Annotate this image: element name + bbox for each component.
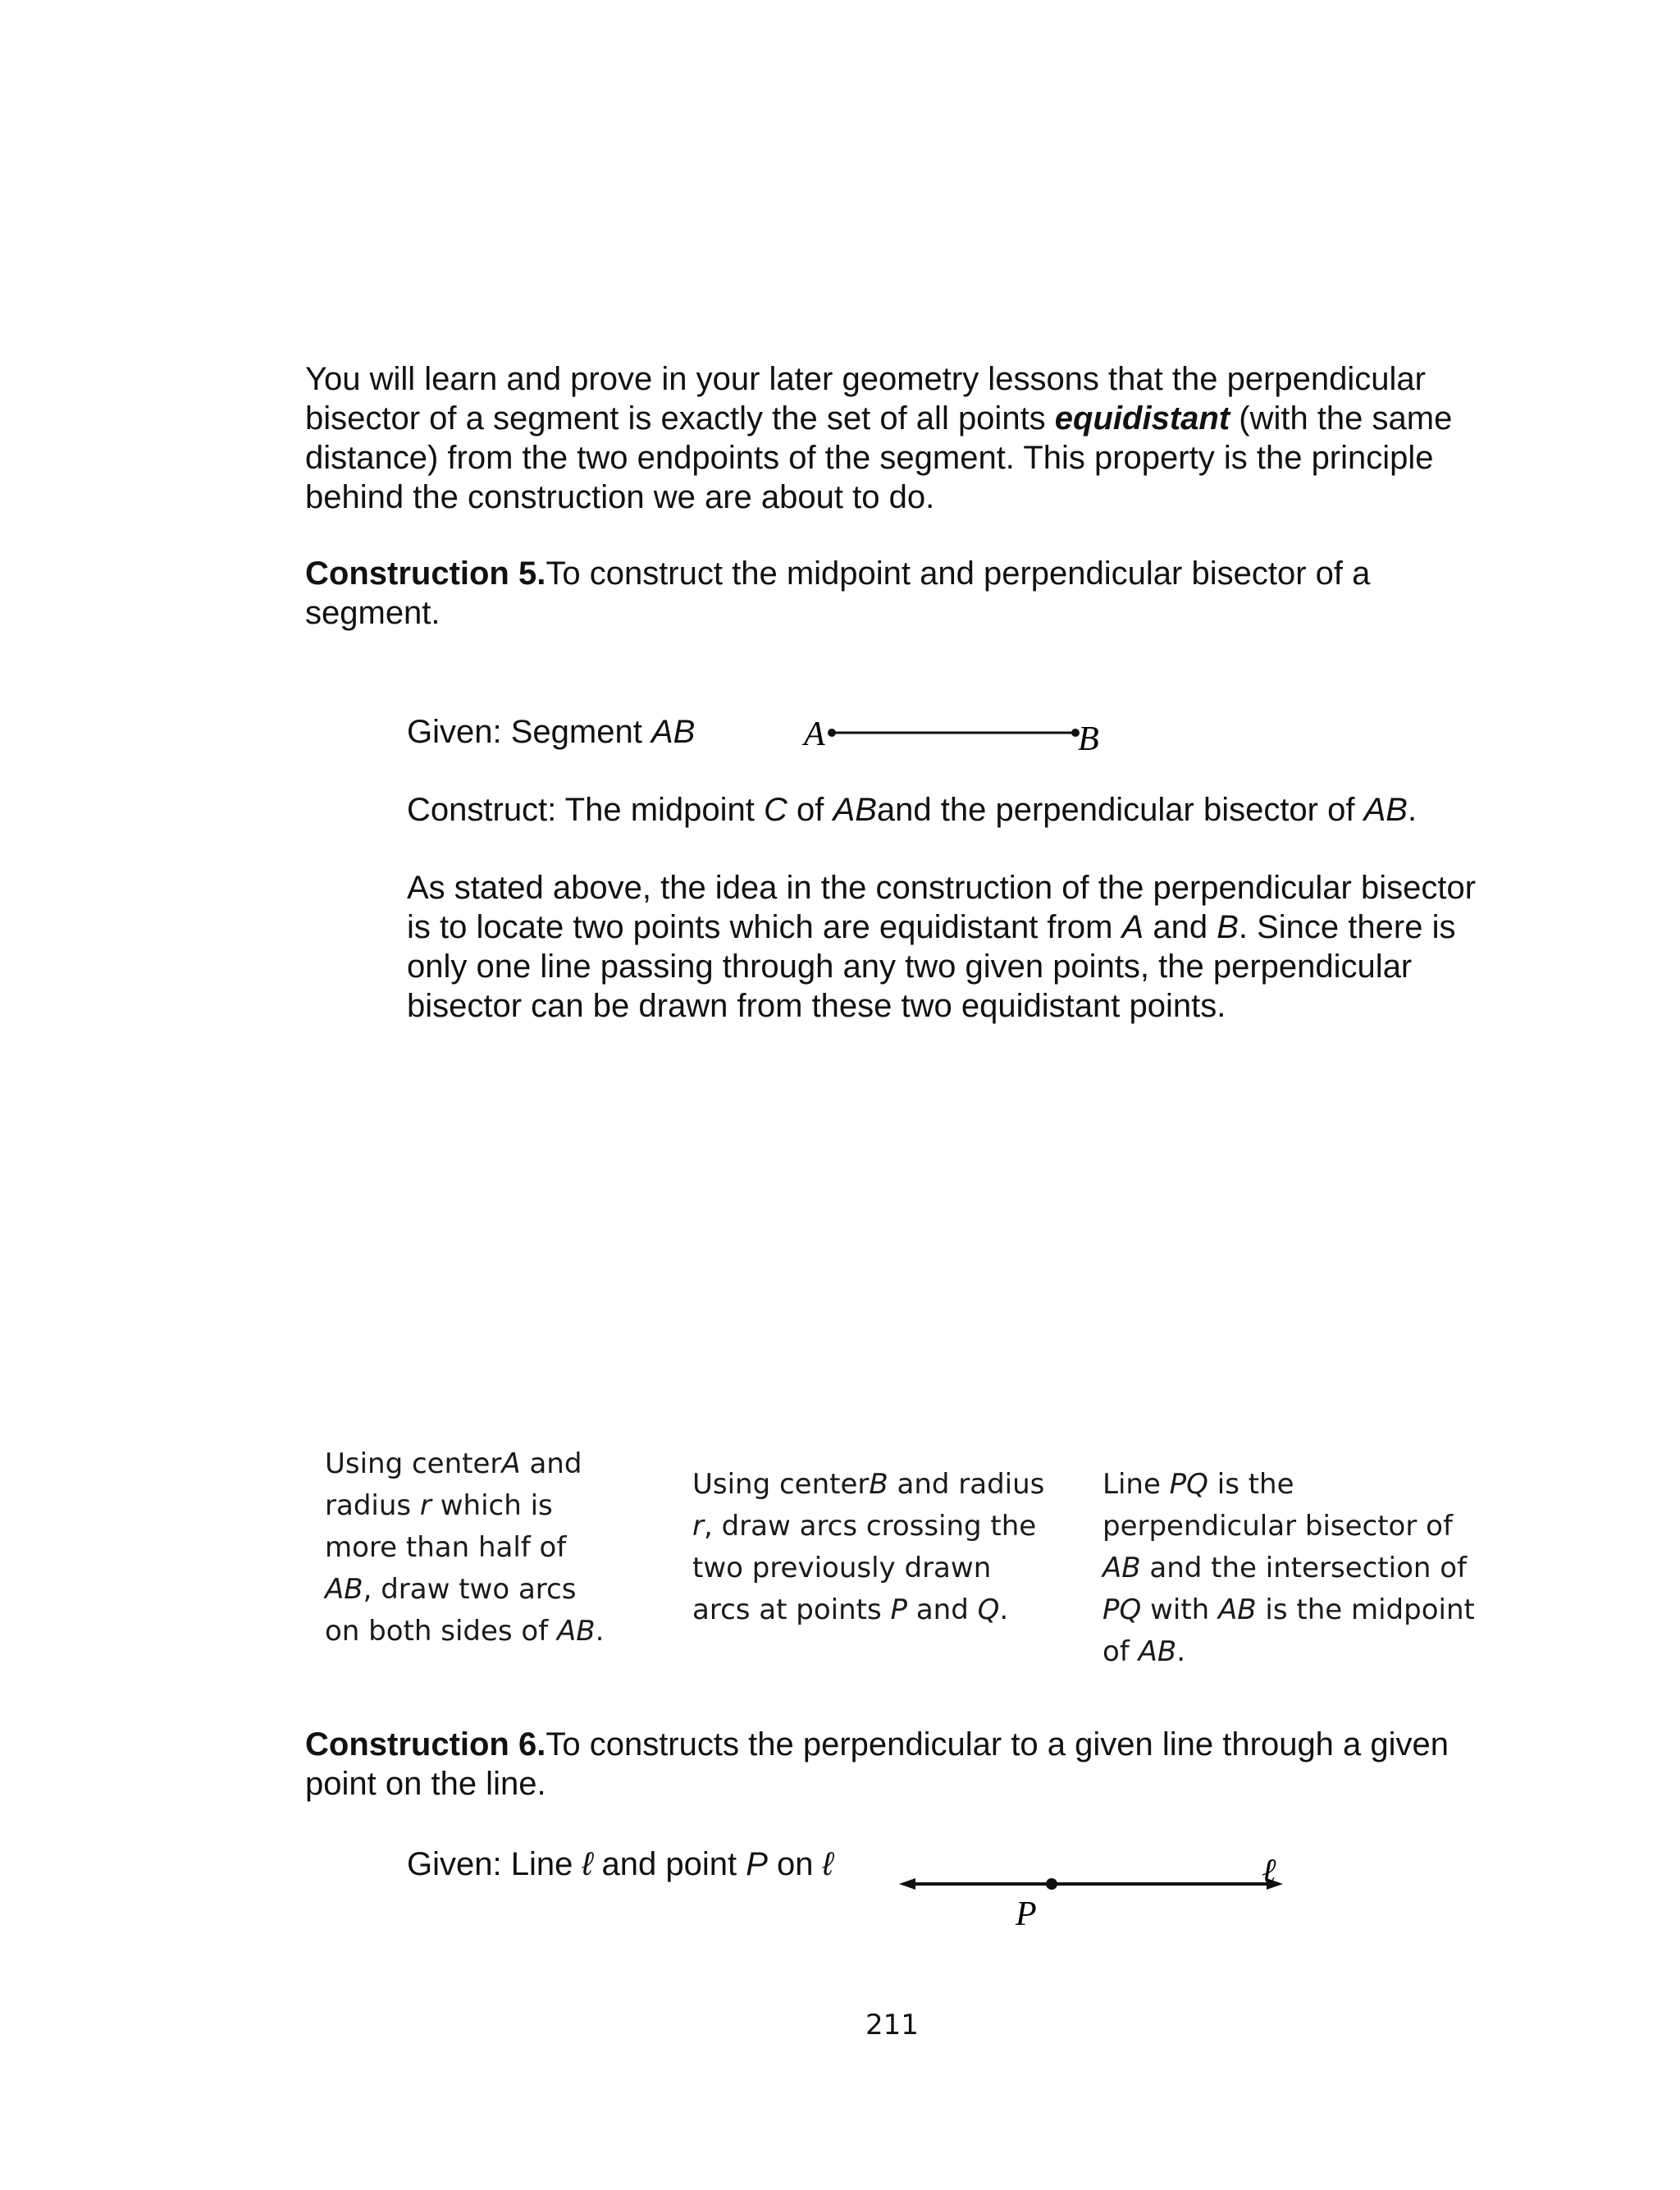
step-2-part: , draw arcs crossing the two previously drawn arcs at points xyxy=(692,1510,1037,1626)
construct-mid: and the perpendicular bisector of xyxy=(876,792,1364,828)
given-6-on: on xyxy=(767,1846,823,1882)
step-1-part: r xyxy=(419,1489,431,1522)
step-3-part: with xyxy=(1141,1593,1219,1626)
step-3-part: is the midpoint of xyxy=(1102,1593,1475,1668)
construction-6-heading xyxy=(305,1725,1486,1804)
line-l-diagram xyxy=(894,1846,1337,1936)
step-3-part: AB xyxy=(1102,1552,1141,1584)
intro-text-2: (with the same distance) from the two endpoints of the segment. This property is the principle behind the construction we are about to do. xyxy=(305,400,1453,515)
explain-b: B xyxy=(1217,909,1239,945)
step-3-part: PQ xyxy=(1102,1593,1142,1626)
step-3-part: is the perpendicular bisector of xyxy=(1102,1468,1453,1543)
construct-prefix: Construct: The midpoint xyxy=(407,792,765,828)
construction-5-given xyxy=(407,712,695,752)
step-2-part: and xyxy=(907,1593,978,1626)
given-6-p: P xyxy=(746,1846,768,1882)
point-b-label: B xyxy=(1078,720,1099,758)
step-1-part: . xyxy=(595,1615,605,1648)
line-l-left-arrow xyxy=(899,1878,915,1890)
step-3-part: PQ xyxy=(1169,1468,1208,1501)
line-l-label: ℓ xyxy=(1262,1853,1276,1891)
point-p-dot xyxy=(1046,1878,1057,1890)
given-6-ell: ℓ xyxy=(582,1846,593,1882)
step-1-text xyxy=(325,1443,612,1653)
segment-ab-diagram xyxy=(796,707,1124,765)
intro-paragraph xyxy=(305,359,1486,517)
given-prefix: Given: Segment xyxy=(407,714,651,750)
step-1-part: Using center xyxy=(325,1447,502,1480)
construct-of: of xyxy=(787,792,833,828)
step-2-part: Q xyxy=(977,1593,1000,1626)
step-1-part: and radius xyxy=(325,1447,582,1522)
construct-ab-1: AB xyxy=(833,792,877,828)
given-6-ell-2: ℓ xyxy=(822,1846,833,1882)
step-3-part: . xyxy=(1176,1635,1185,1668)
construct-ab-2: AB xyxy=(1363,792,1408,828)
intro-emphasis: equidistant xyxy=(1054,400,1230,437)
step-2-text xyxy=(692,1464,1053,1631)
construction-5-label: Construction 5. xyxy=(305,556,546,592)
construction-5-construct xyxy=(407,790,1555,830)
step-2-part: P xyxy=(890,1593,908,1626)
step-1-part: , draw two arcs on both sides of xyxy=(325,1573,577,1648)
explain-text-2: . Since there is only one line passing through any two given points, the perpendicular bisector can be drawn from these two equidistant points. xyxy=(407,909,1456,1024)
given-6-prefix: Given: Line xyxy=(407,1846,582,1882)
step-1-part: A xyxy=(501,1447,521,1480)
construction-6-text: To constructs the perpendicular to a given line through a given point on the line. xyxy=(305,1726,1449,1802)
step-2-part: and radius xyxy=(888,1468,1045,1501)
step-1-part: AB xyxy=(325,1573,363,1606)
step-3-part: and the intersection of xyxy=(1140,1552,1468,1584)
intro-text-1: You will learn and prove in your later geometry lessons that the perpendicular bisector of a segment is exactly the set of all points xyxy=(305,361,1426,437)
step-2-part: . xyxy=(999,1593,1009,1626)
construction-5-explanation xyxy=(407,868,1490,1026)
construction-6-label: Construction 6. xyxy=(305,1726,546,1763)
point-p-label: P xyxy=(1016,1895,1037,1933)
step-2-part: r xyxy=(692,1510,704,1543)
construction-5-text: To construct the midpoint and perpendicular bisector of a segment. xyxy=(305,556,1371,631)
step-3-part: AB xyxy=(1218,1593,1257,1626)
step-3-part: AB xyxy=(1138,1635,1177,1668)
explain-and: and xyxy=(1144,909,1217,945)
given-segment-name: AB xyxy=(651,714,696,750)
construction-5-heading xyxy=(305,554,1486,633)
page-number: 211 xyxy=(865,2009,919,2041)
step-2-part: B xyxy=(869,1468,888,1501)
step-1-part: AB xyxy=(557,1615,596,1648)
step-3-text xyxy=(1102,1464,1480,1673)
explain-text-1: As stated above, the idea in the construction of the perpendicular bisector is to locate two points which are equidistant from xyxy=(407,870,1477,945)
given-6-mid: and point xyxy=(592,1846,746,1882)
point-a-label: A xyxy=(804,716,825,753)
construct-point-c: C xyxy=(764,792,788,828)
step-3-part: Line xyxy=(1102,1468,1170,1501)
explain-a: A xyxy=(1121,909,1144,945)
construction-6-given xyxy=(407,1845,833,1884)
step-2-part: Using center xyxy=(692,1468,870,1501)
point-a-dot xyxy=(828,729,836,737)
step-1-part: which is more than half of xyxy=(325,1489,567,1564)
construct-end: . xyxy=(1407,792,1418,828)
